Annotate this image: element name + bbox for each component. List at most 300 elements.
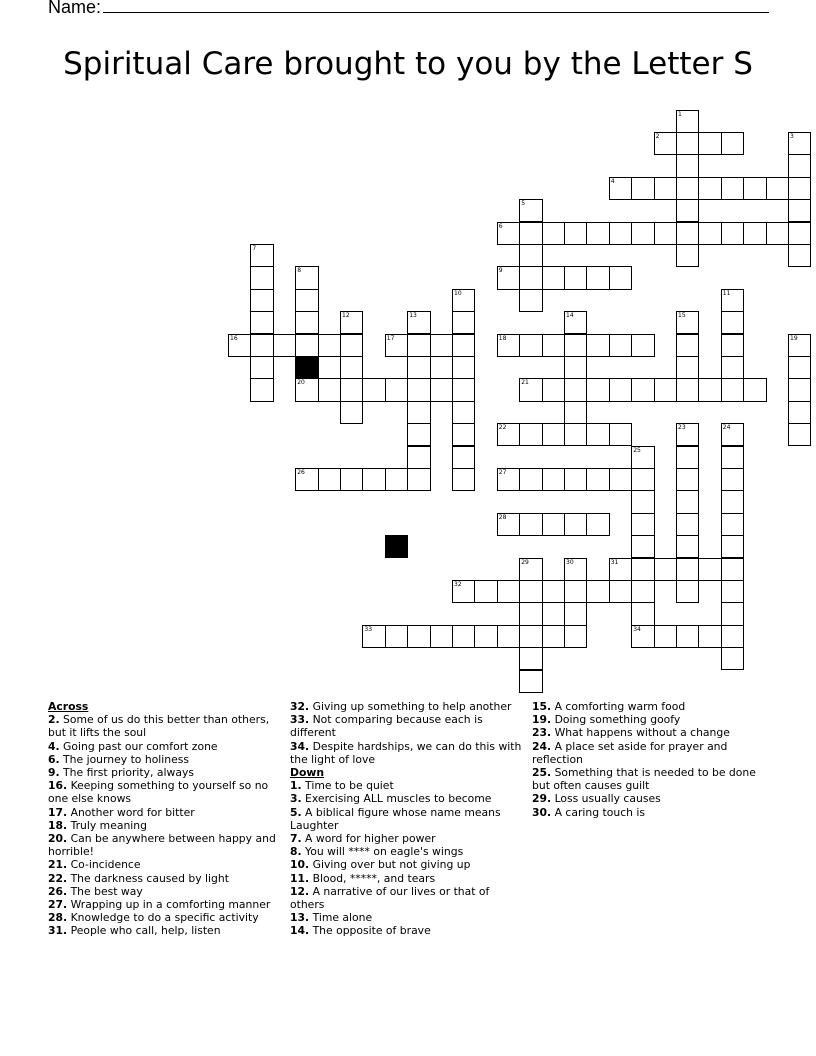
crossword-cell[interactable] [788, 334, 811, 357]
clue-number: 23 [678, 424, 686, 432]
crossword-cell[interactable] [250, 289, 273, 312]
crossword-cell[interactable] [631, 222, 654, 245]
clue-text: Loss usually causes [551, 792, 661, 806]
crossword-cell[interactable] [474, 625, 497, 648]
crossword-cell[interactable] [654, 177, 677, 200]
crossword-cell[interactable] [295, 468, 318, 491]
crossword-cell[interactable] [564, 334, 587, 357]
clue-number: 22 [498, 424, 507, 432]
crossword-cell[interactable] [250, 244, 273, 267]
black-square [295, 356, 318, 379]
clue-number: 1. [290, 779, 302, 793]
crossword-cell[interactable] [407, 311, 430, 334]
clue-text: Time to be quiet [301, 779, 394, 793]
clue-number: 27 [498, 468, 507, 476]
crossword-cell[interactable] [564, 580, 587, 603]
crossword-cell[interactable] [676, 468, 699, 491]
crossword-cell[interactable] [519, 378, 542, 401]
crossword-cell[interactable] [340, 378, 363, 401]
clue-number: 18. [48, 818, 68, 832]
crossword-cell[interactable] [721, 446, 744, 469]
clue-number: 13. [290, 911, 310, 925]
clue-column-1 [48, 700, 280, 938]
crossword-cell[interactable] [542, 468, 565, 491]
crossword-cell[interactable] [295, 334, 318, 357]
crossword-cell[interactable] [698, 132, 721, 155]
crossword-cell[interactable] [721, 132, 744, 155]
clue-number: 26. [48, 884, 68, 898]
clue-down [532, 740, 764, 766]
clue-number: 15. [532, 700, 552, 713]
crossword-cell[interactable] [542, 378, 565, 401]
clue-across [48, 740, 280, 753]
clue-number: 29 [521, 558, 529, 566]
crossword-cell[interactable] [631, 513, 654, 536]
crossword-cell[interactable] [721, 580, 744, 603]
clue-number: 14. [290, 924, 310, 938]
crossword-cell[interactable] [788, 154, 811, 177]
crossword-cell[interactable] [564, 625, 587, 648]
clue-number: 9 [498, 267, 503, 275]
crossword-cell[interactable] [407, 423, 430, 446]
clue-across [48, 885, 280, 898]
crossword-cell[interactable] [542, 423, 565, 446]
crossword-cell[interactable] [721, 356, 744, 379]
clue-text: Another word for bitter [67, 805, 195, 819]
crossword-cell[interactable] [564, 513, 587, 536]
clue-number: 24. [532, 739, 552, 753]
crossword-cell[interactable] [698, 558, 721, 581]
crossword-cell[interactable] [318, 468, 341, 491]
crossword-cell[interactable] [452, 580, 475, 603]
crossword-cell[interactable] [497, 222, 520, 245]
crossword-cell[interactable] [250, 334, 273, 357]
clue-number: 8. [290, 845, 302, 859]
crossword-cell[interactable] [497, 580, 520, 603]
crossword-cell[interactable] [788, 378, 811, 401]
crossword-cell[interactable] [721, 535, 744, 558]
clue-text: Some of us do this better than others, but it lifts the soul [48, 713, 270, 740]
crossword-cell[interactable] [676, 558, 699, 581]
crossword-cell[interactable] [318, 378, 341, 401]
crossword-cell[interactable] [564, 468, 587, 491]
crossword-cell[interactable] [698, 222, 721, 245]
clue-across [48, 806, 280, 819]
crossword-cell[interactable] [519, 266, 542, 289]
crossword-cell[interactable] [452, 311, 475, 334]
crossword-cell[interactable] [295, 378, 318, 401]
crossword-cell[interactable] [676, 378, 699, 401]
crossword-cell[interactable] [519, 602, 542, 625]
crossword-cell[interactable] [564, 356, 587, 379]
crossword-cell[interactable] [452, 401, 475, 424]
crossword-cell[interactable] [721, 378, 744, 401]
clue-text: A word for higher power [301, 832, 436, 846]
crossword-cell[interactable] [676, 110, 699, 133]
crossword-cell[interactable] [362, 625, 385, 648]
page-title: Spiritual Care brought to you by the Letter S [63, 46, 753, 82]
crossword-cell[interactable] [654, 625, 677, 648]
crossword-cell[interactable] [721, 222, 744, 245]
crossword-cell[interactable] [564, 423, 587, 446]
clue-text: Exercising ALL muscles to become [301, 792, 492, 806]
crossword-cell[interactable] [609, 222, 632, 245]
clue-number: 7 [252, 244, 257, 252]
crossword-cell[interactable] [250, 266, 273, 289]
clue-text: Co-incidence [67, 858, 141, 872]
crossword-cell[interactable] [542, 513, 565, 536]
crossword-cell[interactable] [676, 535, 699, 558]
crossword-cell[interactable] [676, 177, 699, 200]
crossword-cell[interactable] [631, 558, 654, 581]
crossword-cell[interactable] [362, 378, 385, 401]
crossword-cell[interactable] [452, 356, 475, 379]
crossword-cell[interactable] [676, 446, 699, 469]
crossword-cell[interactable] [273, 334, 296, 357]
crossword-cell[interactable] [609, 423, 632, 446]
crossword-cell[interactable] [497, 423, 520, 446]
crossword-cell[interactable] [788, 244, 811, 267]
clue-number: 3. [290, 792, 302, 806]
crossword-cell[interactable] [676, 356, 699, 379]
clue-number: 3 [790, 132, 794, 140]
crossword-cell[interactable] [385, 625, 408, 648]
crossword-cell[interactable] [318, 334, 341, 357]
crossword-cell[interactable] [564, 222, 587, 245]
clue-number: 6 [498, 222, 503, 230]
crossword-cell[interactable] [654, 132, 677, 155]
crossword-cell[interactable] [654, 378, 677, 401]
clue-number: 12. [290, 884, 310, 898]
crossword-cell[interactable] [295, 289, 318, 312]
clue-text: Blood, *****, and tears [309, 871, 436, 885]
crossword-cell[interactable] [497, 468, 520, 491]
crossword-cell[interactable] [340, 468, 363, 491]
clue-number: 1 [678, 110, 682, 118]
crossword-cell[interactable] [631, 580, 654, 603]
clue-number: 30. [532, 805, 552, 819]
crossword-cell[interactable] [564, 602, 587, 625]
clue-text: Can be anywhere between happy and horrible! [48, 832, 276, 859]
clue-text: Time alone [309, 911, 373, 925]
crossword-cell[interactable] [609, 334, 632, 357]
clue-across [48, 872, 280, 885]
crossword-cell[interactable] [609, 468, 632, 491]
clue-text: A place set aside for prayer and reflection [532, 739, 728, 766]
crossword-cell[interactable] [542, 222, 565, 245]
crossword-cell[interactable] [452, 446, 475, 469]
clue-text: Giving over but not giving up [309, 858, 471, 872]
crossword-cell[interactable] [631, 625, 654, 648]
clue-down [290, 779, 522, 792]
clues-section [0, 700, 816, 1056]
crossword-cell[interactable] [250, 356, 273, 379]
crossword-cell[interactable] [430, 334, 453, 357]
crossword-cell[interactable] [407, 401, 430, 424]
clue-number: 7. [290, 832, 302, 846]
clue-across [48, 819, 280, 832]
clue-text: Going past our comfort zone [59, 739, 218, 753]
crossword-cell[interactable] [676, 244, 699, 267]
crossword-cell[interactable] [631, 535, 654, 558]
down-heading: Down [290, 766, 325, 780]
clue-number: 27. [48, 898, 68, 912]
crossword-cell[interactable] [676, 580, 699, 603]
crossword-cell[interactable] [586, 513, 609, 536]
crossword-cell[interactable] [385, 334, 408, 357]
crossword-cell[interactable] [586, 468, 609, 491]
clue-number: 31. [48, 924, 68, 938]
crossword-cell[interactable] [340, 401, 363, 424]
crossword-cell[interactable] [586, 378, 609, 401]
crossword-cell[interactable] [519, 513, 542, 536]
crossword-cell[interactable] [609, 558, 632, 581]
crossword-cell[interactable] [676, 334, 699, 357]
clue-number: 2 [655, 132, 660, 140]
clue-number: 5 [521, 200, 526, 208]
clue-number: 22. [48, 871, 68, 885]
crossword-cell[interactable] [519, 580, 542, 603]
crossword-cell[interactable] [519, 289, 542, 312]
crossword-cell[interactable] [721, 490, 744, 513]
crossword-cell[interactable] [519, 625, 542, 648]
crossword-cell[interactable] [295, 311, 318, 334]
clue-down [290, 792, 522, 805]
crossword-cell[interactable] [586, 580, 609, 603]
crossword-cell[interactable] [407, 334, 430, 357]
crossword-cell[interactable] [721, 513, 744, 536]
clue-number: 28 [498, 513, 507, 521]
clue-down [290, 858, 522, 871]
clue-column-3 [532, 700, 764, 819]
crossword-cell[interactable] [519, 670, 542, 693]
crossword-cell[interactable] [676, 199, 699, 222]
crossword-cell[interactable] [542, 334, 565, 357]
clue-number: 17 [386, 334, 395, 342]
crossword-cell[interactable] [609, 266, 632, 289]
crossword-cell[interactable] [654, 222, 677, 245]
crossword-cell[interactable] [631, 177, 654, 200]
clue-number: 34. [290, 739, 310, 753]
crossword-cell[interactable] [631, 334, 654, 357]
crossword-cell[interactable] [743, 222, 766, 245]
crossword-cell[interactable] [452, 468, 475, 491]
crossword-cell[interactable] [452, 289, 475, 312]
clue-across [290, 740, 522, 766]
crossword-cell[interactable] [430, 625, 453, 648]
crossword-cell[interactable] [743, 378, 766, 401]
crossword-cell[interactable] [564, 401, 587, 424]
clue-number: 16. [48, 779, 68, 793]
clue-number: 12 [342, 312, 350, 320]
clue-text: A comforting warm food [551, 700, 686, 713]
crossword-cell[interactable] [609, 177, 632, 200]
crossword-cell[interactable] [474, 580, 497, 603]
clue-number: 24 [722, 424, 731, 432]
crossword-cell[interactable] [676, 513, 699, 536]
crossword-cell[interactable] [519, 334, 542, 357]
crossword-cell[interactable] [542, 266, 565, 289]
crossword-cell[interactable] [721, 602, 744, 625]
clue-number: 17. [48, 805, 68, 819]
clue-down [290, 885, 522, 911]
clue-number: 19 [790, 334, 798, 342]
clue-across [48, 898, 280, 911]
clue-across [48, 753, 280, 766]
clue-number: 33. [290, 713, 310, 727]
crossword-cell[interactable] [631, 378, 654, 401]
black-square [385, 535, 408, 558]
crossword-cell[interactable] [788, 199, 811, 222]
clue-text: Knowledge to do a specific activity [67, 911, 259, 925]
crossword-cell[interactable] [721, 423, 744, 446]
crossword-cell[interactable] [721, 289, 744, 312]
clue-number: 11 [722, 289, 731, 297]
crossword-cell[interactable] [362, 468, 385, 491]
crossword-cell[interactable] [452, 334, 475, 357]
crossword-cell[interactable] [788, 356, 811, 379]
crossword-cell[interactable] [586, 266, 609, 289]
crossword-cell[interactable] [721, 177, 744, 200]
crossword-cell[interactable] [766, 177, 789, 200]
clue-number: 16 [230, 334, 238, 342]
crossword-cell[interactable] [609, 580, 632, 603]
clue-across [48, 766, 280, 779]
clue-number: 15 [678, 312, 686, 320]
crossword-cell[interactable] [721, 647, 744, 670]
crossword-cell[interactable] [497, 625, 520, 648]
clue-down [532, 713, 764, 726]
crossword-cell[interactable] [721, 625, 744, 648]
clue-text: Giving up something to help another [309, 700, 512, 713]
clue-number: 30 [566, 558, 574, 566]
clue-column-2 [290, 700, 522, 938]
clue-text: Doing something goofy [551, 713, 681, 727]
crossword-cell[interactable] [519, 558, 542, 581]
crossword-cell[interactable] [676, 311, 699, 334]
crossword-cell[interactable] [631, 446, 654, 469]
clue-across [48, 832, 280, 858]
clue-number: 25. [532, 766, 552, 780]
crossword-cell[interactable] [228, 334, 251, 357]
crossword-cell[interactable] [586, 423, 609, 446]
crossword-cell[interactable] [452, 625, 475, 648]
clue-text: What happens without a change [551, 726, 730, 740]
clue-number: 14 [566, 312, 574, 320]
crossword-cell[interactable] [676, 132, 699, 155]
crossword-cell[interactable] [586, 334, 609, 357]
crossword-cell[interactable] [676, 154, 699, 177]
crossword-cell[interactable] [340, 356, 363, 379]
crossword-cell[interactable] [698, 625, 721, 648]
crossword-cell[interactable] [631, 602, 654, 625]
crossword-cell[interactable] [497, 266, 520, 289]
clue-text: You will **** on eagle's wings [301, 845, 464, 859]
crossword-cell[interactable] [542, 625, 565, 648]
crossword-cell[interactable] [766, 222, 789, 245]
crossword-cell[interactable] [676, 222, 699, 245]
crossword-cell[interactable] [788, 423, 811, 446]
crossword-cell[interactable] [788, 177, 811, 200]
crossword-cell[interactable] [519, 468, 542, 491]
crossword-cell[interactable] [385, 378, 408, 401]
crossword-cell[interactable] [497, 334, 520, 357]
crossword-cell[interactable] [407, 468, 430, 491]
crossword-cell[interactable] [407, 446, 430, 469]
crossword-cell[interactable] [564, 266, 587, 289]
crossword-cell[interactable] [721, 311, 744, 334]
crossword-cell[interactable] [676, 490, 699, 513]
clue-across [48, 924, 280, 937]
crossword-cell[interactable] [676, 423, 699, 446]
crossword-cell[interactable] [698, 378, 721, 401]
crossword-cell[interactable] [654, 558, 677, 581]
crossword-cell[interactable] [519, 199, 542, 222]
clue-number: 4 [610, 177, 615, 185]
crossword-cell[interactable] [788, 222, 811, 245]
clue-number: 34 [633, 625, 641, 633]
crossword-cell[interactable] [542, 580, 565, 603]
crossword-cell[interactable] [519, 244, 542, 267]
crossword-cell[interactable] [340, 311, 363, 334]
crossword-cell[interactable] [564, 378, 587, 401]
crossword-cell[interactable] [407, 378, 430, 401]
crossword-cell[interactable] [631, 490, 654, 513]
crossword-cell[interactable] [698, 177, 721, 200]
name-label: Name: [48, 0, 102, 17]
crossword-cell[interactable] [497, 513, 520, 536]
crossword-cell[interactable] [743, 177, 766, 200]
crossword-cell[interactable] [519, 423, 542, 446]
clue-number: 6. [48, 752, 60, 766]
clue-down [290, 806, 522, 832]
crossword-cell[interactable] [452, 378, 475, 401]
crossword-cell[interactable] [519, 222, 542, 245]
crossword-cell[interactable] [407, 356, 430, 379]
clue-down [532, 726, 764, 739]
crossword-cell[interactable] [564, 311, 587, 334]
crossword-cell[interactable] [721, 558, 744, 581]
crossword-cell[interactable] [519, 647, 542, 670]
crossword-cell[interactable] [407, 625, 430, 648]
crossword-cell[interactable] [340, 334, 363, 357]
crossword-cell[interactable] [250, 311, 273, 334]
clue-number: 33 [364, 625, 373, 633]
clue-number: 28. [48, 911, 68, 925]
crossword-cell[interactable] [721, 334, 744, 357]
crossword-cell[interactable] [452, 423, 475, 446]
crossword-cell[interactable] [250, 378, 273, 401]
crossword-cell[interactable] [586, 222, 609, 245]
crossword-cell[interactable] [430, 378, 453, 401]
clue-number: 10. [290, 858, 310, 872]
crossword-cell[interactable] [676, 625, 699, 648]
crossword-cell[interactable] [609, 378, 632, 401]
clue-number: 5. [290, 805, 302, 819]
clue-number: 21. [48, 858, 68, 872]
clue-text: The first priority, always [59, 766, 195, 780]
crossword-cell[interactable] [788, 401, 811, 424]
clue-text: The opposite of brave [309, 924, 431, 938]
crossword-cell[interactable] [721, 468, 744, 491]
clue-down [532, 792, 764, 805]
crossword-cell[interactable] [385, 468, 408, 491]
clue-text: Not comparing because each is different [290, 713, 483, 740]
crossword-cell[interactable] [295, 266, 318, 289]
crossword-cell[interactable] [631, 468, 654, 491]
crossword-cell[interactable] [788, 132, 811, 155]
crossword-cell[interactable] [564, 558, 587, 581]
